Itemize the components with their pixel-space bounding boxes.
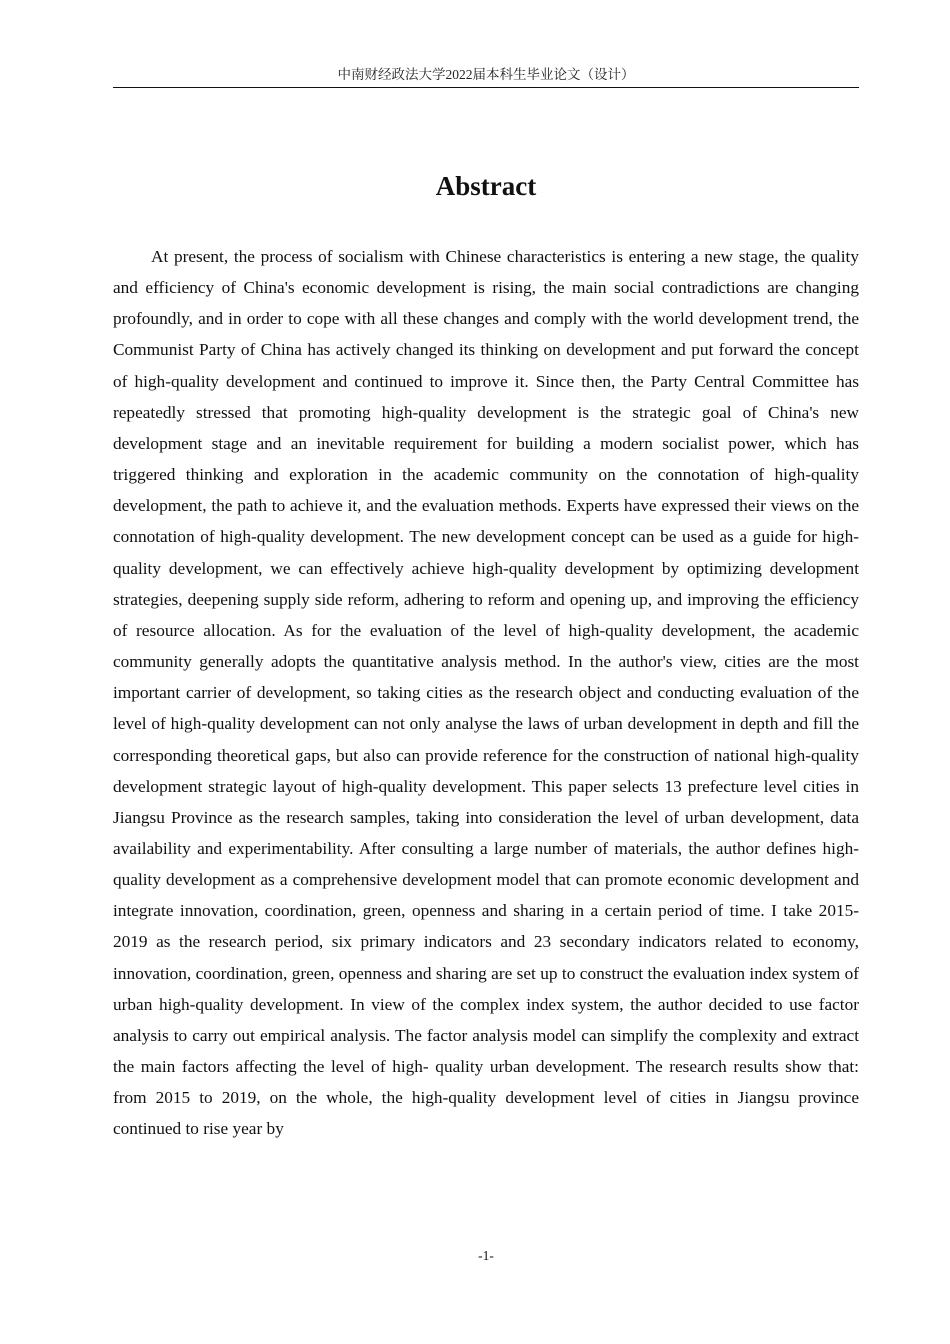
abstract-paragraph: At present, the process of socialism with Chinese characteristics is entering a new stage, the quality and efficiency of China's economic development is rising, the main social contradictions are changing profoundly, and in order to cope with all these changes and comply with the world development trend, the Communist Party of China has actively changed its thinking on development and put forward the concept of high-quality development and continued to improve it. Since then, the Party Central Committee has repeatedly stressed that promoting high-quality development is the strategic goal of China's new development stage and an inevitable requirement for building a modern socialist power, which has triggered thinking and exploration in the academic community on the connotation of high-quality development, the path to achieve it, and the evaluation methods. Experts have expressed their views on the connotation of high-quality development. The new development concept can be used as a guide for high-quality development, we can effectively achieve high-quality development by optimizing development strategies, deepening supply side reform, adhering to reform and opening up, and improving the efficiency of resource allocation. As for the evaluation of the level of high-quality development, the academic community generally adopts the quantitative analysis method. In the author's view, cities are the most important carrier of development, so taking cities as the research object and conducting evaluation of the level of high-quality development can not only analyse the laws of urban development in depth and fill the corresponding theoretical gaps, but also can provide reference for the construction of national high-quality development strategic layout of high-quality development. This paper selects 13 prefecture level cities in Jiangsu Province as the research samples, taking into consideration the level of urban development, data availability and experimentability. After consulting a large number of materials, the author defines high-quality development as a comprehensive development model that can promote economic development and integrate innovation, coordination, green, openness and sharing in a certain period of time. I take 2015-2019 as the research period, six primary indicators and 23 secondary indicators related to economy, innovation, coordination, green, openness and sharing are set up to construct the evaluation index system of urban high-quality development. In view of the complex index system, the author decided to use factor analysis to carry out empirical analysis. The factor analysis model can simplify the complexity and extract the main factors affecting the level of high- quality urban development. The research results show that: from 2015 to 2019, on the whole, the high-quality development level of cities in Jiangsu province continued to rise year by bbox=[113, 247, 859, 1139]
page-number: -1- bbox=[478, 1248, 494, 1263]
page-header: 中南财经政法大学2022届本科生毕业论文（设计） bbox=[337, 67, 635, 82]
header-divider bbox=[113, 87, 859, 88]
page-title: Abstract bbox=[435, 171, 537, 201]
